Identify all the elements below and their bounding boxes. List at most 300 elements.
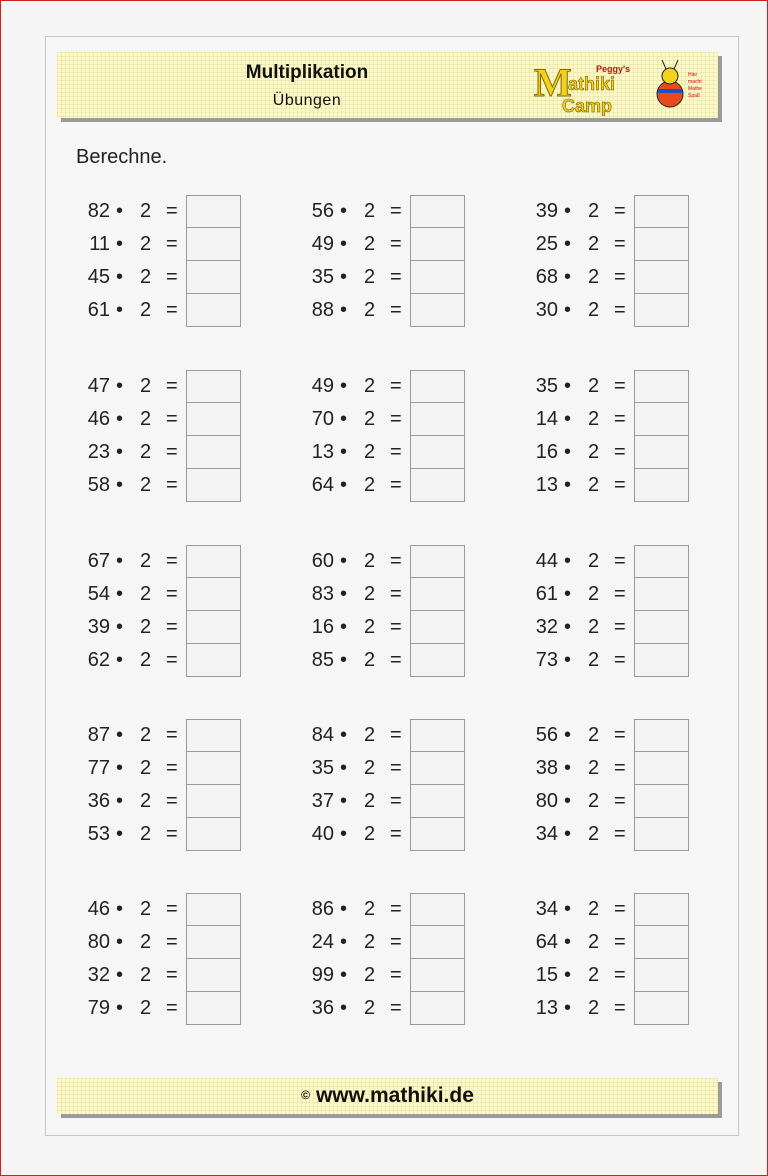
answer-box[interactable] — [410, 370, 465, 403]
exercise-row — [530, 545, 700, 578]
equals-sign: = — [614, 266, 626, 288]
logo-tagline: Hier — [688, 72, 698, 78]
multiplicand: 39 — [87, 616, 110, 638]
multiplicand: 35 — [311, 266, 334, 288]
answer-box[interactable] — [410, 261, 465, 294]
exercise-row — [530, 469, 700, 502]
answer-box[interactable] — [634, 818, 689, 851]
exercise-row — [82, 959, 252, 992]
multiplier: 2 — [140, 790, 152, 812]
header-banner — [57, 52, 718, 118]
multiplier: 2 — [364, 550, 376, 572]
multiplier: 2 — [140, 299, 152, 321]
multiply-operator: • — [340, 200, 348, 222]
exercise-row — [306, 403, 476, 436]
svg-text:Spaß: Spaß — [688, 93, 700, 99]
equals-sign: = — [614, 823, 626, 845]
multiplicand: 13 — [535, 997, 558, 1019]
multiplicand: 60 — [311, 550, 334, 572]
multiplicand: 30 — [535, 299, 558, 321]
answer-box[interactable] — [186, 818, 241, 851]
answer-box[interactable] — [186, 752, 241, 785]
exercise-row — [82, 228, 252, 261]
exercise-row — [530, 228, 700, 261]
multiplier: 2 — [364, 931, 376, 953]
exercise-row — [306, 893, 476, 926]
equals-sign: = — [390, 964, 402, 986]
multiplier: 2 — [364, 233, 376, 255]
logo-bee-head — [662, 68, 678, 84]
answer-box[interactable] — [410, 469, 465, 502]
multiplier: 2 — [588, 266, 600, 288]
multiply-operator: • — [340, 724, 348, 746]
answer-box[interactable] — [186, 644, 241, 677]
multiply-operator: • — [340, 616, 348, 638]
answer-box[interactable] — [410, 228, 465, 261]
multiply-operator: • — [564, 299, 572, 321]
multiplicand: 32 — [87, 964, 110, 986]
multiply-operator: • — [340, 898, 348, 920]
equals-sign: = — [614, 964, 626, 986]
exercise-row — [530, 992, 700, 1025]
multiplicand: 61 — [535, 583, 558, 605]
answer-box[interactable] — [186, 294, 241, 327]
multiply-operator: • — [116, 408, 124, 430]
multiplier: 2 — [588, 550, 600, 572]
multiplicand: 47 — [87, 375, 110, 397]
exercise-row — [82, 644, 252, 677]
multiplicand: 40 — [311, 823, 334, 845]
multiplier: 2 — [140, 757, 152, 779]
multiplicand: 45 — [87, 266, 110, 288]
multiplicand: 85 — [311, 649, 334, 671]
answer-box[interactable] — [186, 611, 241, 644]
multiplier: 2 — [588, 408, 600, 430]
equals-sign: = — [614, 898, 626, 920]
multiply-operator: • — [116, 583, 124, 605]
multiplicand: 79 — [87, 997, 110, 1019]
answer-box[interactable] — [186, 992, 241, 1025]
answer-box[interactable] — [186, 436, 241, 469]
answer-box[interactable] — [410, 719, 465, 752]
multiply-operator: • — [564, 649, 572, 671]
multiply-operator: • — [116, 649, 124, 671]
multiplicand: 49 — [311, 375, 334, 397]
multiplicand: 23 — [87, 441, 110, 463]
answer-box[interactable] — [410, 545, 465, 578]
answer-box[interactable] — [186, 578, 241, 611]
multiplier: 2 — [588, 757, 600, 779]
equals-sign: = — [166, 408, 178, 430]
multiply-operator: • — [564, 441, 572, 463]
answer-box[interactable] — [410, 959, 465, 992]
answer-box[interactable] — [186, 195, 241, 228]
multiplicand: 62 — [87, 649, 110, 671]
equals-sign: = — [166, 757, 178, 779]
copyright-symbol: © — [301, 1088, 310, 1102]
equals-sign: = — [614, 790, 626, 812]
exercise-row — [530, 959, 700, 992]
multiplicand: 24 — [311, 931, 334, 953]
multiplier: 2 — [588, 441, 600, 463]
exercise-row — [530, 818, 700, 851]
exercise-row — [82, 545, 252, 578]
equals-sign: = — [614, 375, 626, 397]
footer-banner — [57, 1078, 718, 1114]
multiply-operator: • — [340, 649, 348, 671]
answer-box[interactable] — [186, 545, 241, 578]
answer-box[interactable] — [634, 752, 689, 785]
multiplicand: 99 — [311, 964, 334, 986]
multiplier: 2 — [140, 441, 152, 463]
exercise-row — [82, 992, 252, 1025]
answer-box[interactable] — [634, 545, 689, 578]
logo-word-athiki: athiki — [568, 74, 616, 94]
exercise-row — [530, 294, 700, 327]
exercise-row — [82, 818, 252, 851]
equals-sign: = — [166, 200, 178, 222]
equals-sign: = — [390, 583, 402, 605]
multiplier: 2 — [588, 823, 600, 845]
equals-sign: = — [166, 441, 178, 463]
footer-text — [57, 1084, 718, 1108]
multiplicand: 86 — [311, 898, 334, 920]
answer-box[interactable] — [634, 403, 689, 436]
multiply-operator: • — [564, 375, 572, 397]
multiplicand: 35 — [535, 375, 558, 397]
exercise-row — [82, 611, 252, 644]
equals-sign: = — [614, 649, 626, 671]
exercise-row — [82, 893, 252, 926]
multiply-operator: • — [340, 474, 348, 496]
multiplier: 2 — [364, 790, 376, 812]
equals-sign: = — [614, 616, 626, 638]
multiplicand: 77 — [87, 757, 110, 779]
multiplier: 2 — [140, 997, 152, 1019]
answer-box[interactable] — [634, 469, 689, 502]
answer-box[interactable] — [634, 992, 689, 1025]
multiply-operator: • — [340, 964, 348, 986]
logo-letter-m: M — [534, 60, 572, 105]
multiplier: 2 — [140, 200, 152, 222]
equals-sign: = — [166, 299, 178, 321]
answer-box[interactable] — [634, 228, 689, 261]
multiply-operator: • — [564, 997, 572, 1019]
answer-box[interactable] — [410, 195, 465, 228]
exercise-row — [82, 370, 252, 403]
footer-url[interactable]: www.mathiki.de — [315, 1084, 474, 1107]
logo-bee-stripe — [658, 89, 682, 93]
exercise-row — [306, 785, 476, 818]
answer-box[interactable] — [186, 370, 241, 403]
multiply-operator: • — [116, 299, 124, 321]
equals-sign: = — [166, 616, 178, 638]
multiplicand: 80 — [87, 931, 110, 953]
multiplier: 2 — [588, 964, 600, 986]
multiply-operator: • — [116, 823, 124, 845]
equals-sign: = — [166, 964, 178, 986]
exercise-row — [306, 195, 476, 228]
answer-box[interactable] — [634, 294, 689, 327]
answer-box[interactable] — [634, 926, 689, 959]
multiply-operator: • — [116, 790, 124, 812]
exercise-row — [530, 195, 700, 228]
multiply-operator: • — [340, 583, 348, 605]
multiply-operator: • — [340, 790, 348, 812]
multiplier: 2 — [140, 931, 152, 953]
equals-sign: = — [614, 474, 626, 496]
multiplicand: 46 — [87, 898, 110, 920]
multiplier: 2 — [364, 898, 376, 920]
answer-box[interactable] — [634, 370, 689, 403]
multiplicand: 36 — [87, 790, 110, 812]
answer-box[interactable] — [410, 992, 465, 1025]
equals-sign: = — [614, 931, 626, 953]
logo-word-camp: Camp — [562, 96, 613, 116]
equals-sign: = — [390, 375, 402, 397]
equals-sign: = — [390, 616, 402, 638]
multiplier: 2 — [364, 583, 376, 605]
multiplier: 2 — [364, 408, 376, 430]
exercise-row — [306, 752, 476, 785]
multiply-operator: • — [564, 724, 572, 746]
answer-box[interactable] — [634, 195, 689, 228]
multiply-operator: • — [340, 408, 348, 430]
instruction-text: Berechne. — [76, 146, 168, 168]
answer-box[interactable] — [410, 893, 465, 926]
exercise-row — [82, 403, 252, 436]
exercise-row — [306, 611, 476, 644]
multiplicand: 58 — [87, 474, 110, 496]
multiply-operator: • — [340, 266, 348, 288]
exercise-row — [530, 785, 700, 818]
multiply-operator: • — [564, 266, 572, 288]
multiplier: 2 — [588, 649, 600, 671]
exercise-row — [82, 294, 252, 327]
exercise-row — [82, 926, 252, 959]
equals-sign: = — [390, 898, 402, 920]
multiplier: 2 — [364, 649, 376, 671]
multiply-operator: • — [564, 233, 572, 255]
multiplier: 2 — [364, 997, 376, 1019]
equals-sign: = — [614, 200, 626, 222]
equals-sign: = — [390, 724, 402, 746]
answer-box[interactable] — [186, 403, 241, 436]
answer-box[interactable] — [186, 719, 241, 752]
equals-sign: = — [390, 200, 402, 222]
answer-box[interactable] — [410, 578, 465, 611]
multiply-operator: • — [564, 550, 572, 572]
multiply-operator: • — [340, 233, 348, 255]
multiplier: 2 — [140, 649, 152, 671]
multiply-operator: • — [116, 724, 124, 746]
multiply-operator: • — [564, 474, 572, 496]
multiplier: 2 — [588, 233, 600, 255]
multiply-operator: • — [340, 441, 348, 463]
multiplier: 2 — [364, 299, 376, 321]
answer-box[interactable] — [410, 926, 465, 959]
page-title: Multiplikation — [245, 62, 369, 83]
logo-bee-body — [657, 81, 683, 107]
exercise-row — [306, 818, 476, 851]
multiplicand: 56 — [535, 724, 558, 746]
answer-box[interactable] — [410, 294, 465, 327]
answer-box[interactable] — [186, 261, 241, 294]
multiply-operator: • — [116, 441, 124, 463]
multiply-operator: • — [564, 790, 572, 812]
multiplier: 2 — [588, 299, 600, 321]
equals-sign: = — [390, 931, 402, 953]
logo-peggys: Peggy's — [596, 64, 631, 74]
multiply-operator: • — [340, 550, 348, 572]
equals-sign: = — [390, 997, 402, 1019]
multiplier: 2 — [140, 233, 152, 255]
multiplicand: 67 — [87, 550, 110, 572]
exercise-row — [306, 926, 476, 959]
multiplier: 2 — [140, 550, 152, 572]
answer-box[interactable] — [410, 611, 465, 644]
multiplicand: 11 — [89, 233, 110, 255]
exercise-row — [82, 195, 252, 228]
exercise-row — [530, 578, 700, 611]
answer-box[interactable] — [634, 644, 689, 677]
answer-box[interactable] — [634, 436, 689, 469]
multiplier: 2 — [140, 266, 152, 288]
multiplicand: 14 — [535, 408, 558, 430]
equals-sign: = — [166, 931, 178, 953]
answer-box[interactable] — [186, 959, 241, 992]
multiplicand: 25 — [535, 233, 558, 255]
exercise-row — [82, 785, 252, 818]
equals-sign: = — [390, 441, 402, 463]
answer-box[interactable] — [186, 785, 241, 818]
multiplicand: 13 — [311, 441, 334, 463]
multiplicand: 80 — [535, 790, 558, 812]
multiply-operator: • — [564, 757, 572, 779]
multiplier: 2 — [140, 616, 152, 638]
exercise-row — [530, 611, 700, 644]
multiplicand: 16 — [535, 441, 558, 463]
equals-sign: = — [166, 583, 178, 605]
answer-box[interactable] — [634, 611, 689, 644]
multiply-operator: • — [564, 616, 572, 638]
answer-box[interactable] — [186, 893, 241, 926]
multiply-operator: • — [564, 931, 572, 953]
multiplier: 2 — [140, 408, 152, 430]
multiplier: 2 — [140, 474, 152, 496]
equals-sign: = — [614, 997, 626, 1019]
answer-box[interactable] — [634, 893, 689, 926]
multiply-operator: • — [340, 375, 348, 397]
answer-box[interactable] — [186, 228, 241, 261]
multiplicand: 73 — [535, 649, 558, 671]
answer-box[interactable] — [410, 785, 465, 818]
multiply-operator: • — [116, 898, 124, 920]
mathiki-logo — [532, 56, 712, 116]
exercise-row — [530, 752, 700, 785]
answer-box[interactable] — [634, 719, 689, 752]
multiplicand: 88 — [311, 299, 334, 321]
exercise-row — [530, 719, 700, 752]
multiplicand: 32 — [535, 616, 558, 638]
exercise-row — [306, 469, 476, 502]
equals-sign: = — [390, 408, 402, 430]
multiplier: 2 — [588, 474, 600, 496]
equals-sign: = — [166, 233, 178, 255]
multiplicand: 15 — [535, 964, 558, 986]
multiplicand: 68 — [535, 266, 558, 288]
multiplier: 2 — [140, 898, 152, 920]
multiplicand: 36 — [311, 997, 334, 1019]
multiplicand: 46 — [87, 408, 110, 430]
multiplicand: 56 — [311, 200, 334, 222]
exercise-row — [82, 261, 252, 294]
multiply-operator: • — [340, 823, 348, 845]
multiplier: 2 — [588, 898, 600, 920]
answer-box[interactable] — [410, 436, 465, 469]
answer-box[interactable] — [410, 818, 465, 851]
multiplier: 2 — [588, 997, 600, 1019]
multiply-operator: • — [564, 583, 572, 605]
exercise-row — [530, 644, 700, 677]
multiplicand: 82 — [87, 200, 110, 222]
multiply-operator: • — [116, 616, 124, 638]
answer-box[interactable] — [186, 926, 241, 959]
multiply-operator: • — [340, 299, 348, 321]
exercise-row — [82, 436, 252, 469]
exercise-row — [306, 261, 476, 294]
multiplicand: 53 — [87, 823, 110, 845]
answer-box[interactable] — [410, 644, 465, 677]
multiply-operator: • — [340, 757, 348, 779]
multiplicand: 16 — [311, 616, 334, 638]
answer-box[interactable] — [634, 785, 689, 818]
multiplicand: 13 — [535, 474, 558, 496]
multiplier: 2 — [364, 266, 376, 288]
answer-box[interactable] — [634, 261, 689, 294]
multiplicand: 87 — [87, 724, 110, 746]
exercise-row — [82, 752, 252, 785]
equals-sign: = — [166, 649, 178, 671]
equals-sign: = — [614, 583, 626, 605]
equals-sign: = — [166, 474, 178, 496]
multiplicand: 64 — [535, 931, 558, 953]
multiplicand: 49 — [311, 233, 334, 255]
answer-box[interactable] — [634, 578, 689, 611]
multiply-operator: • — [340, 997, 348, 1019]
multiplier: 2 — [588, 724, 600, 746]
answer-box[interactable] — [410, 403, 465, 436]
logo-graphic — [532, 56, 712, 116]
multiplicand: 34 — [535, 898, 558, 920]
answer-box[interactable] — [410, 752, 465, 785]
multiply-operator: • — [116, 757, 124, 779]
multiplicand: 38 — [535, 757, 558, 779]
multiplier: 2 — [140, 964, 152, 986]
answer-box[interactable] — [634, 959, 689, 992]
multiplier: 2 — [364, 964, 376, 986]
multiply-operator: • — [564, 964, 572, 986]
exercise-row — [530, 403, 700, 436]
multiply-operator: • — [564, 823, 572, 845]
equals-sign: = — [614, 724, 626, 746]
equals-sign: = — [614, 550, 626, 572]
multiply-operator: • — [564, 898, 572, 920]
equals-sign: = — [166, 266, 178, 288]
answer-box[interactable] — [186, 469, 241, 502]
multiply-operator: • — [116, 266, 124, 288]
equals-sign: = — [390, 649, 402, 671]
